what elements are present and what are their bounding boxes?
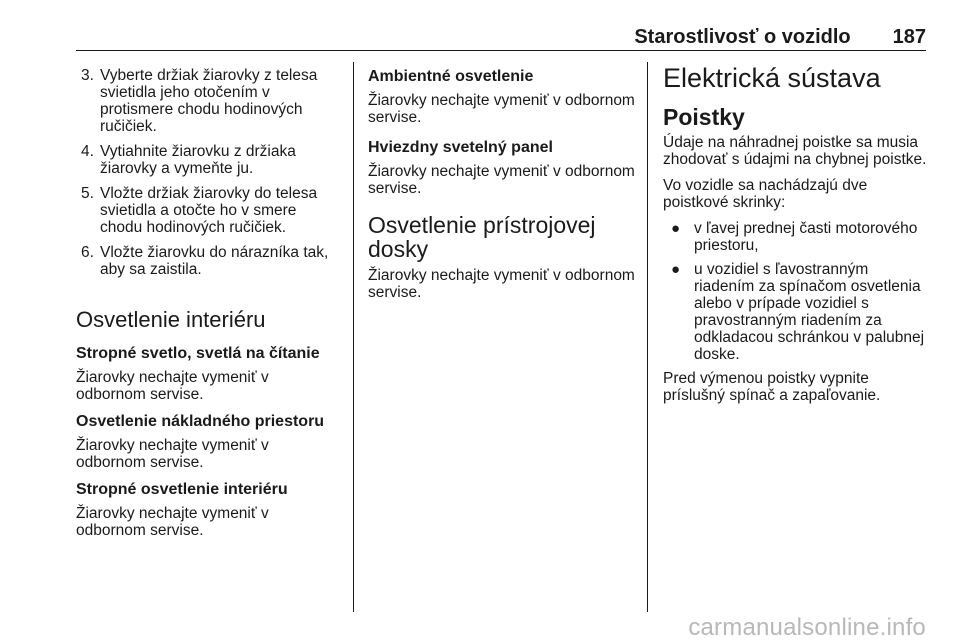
step-text: Vyberte držiak žiarovky z telesa svietidla jeho otočením v protismere chodu hodinových ručičiek.	[100, 67, 318, 135]
step-number: 4.	[81, 143, 94, 160]
bullet-list	[663, 220, 931, 363]
header-rule	[76, 50, 926, 51]
column-right	[663, 64, 931, 413]
subsection-title-ceiling-light: Stropné svetlo, svetlá na čítanie	[76, 345, 320, 362]
step-text: Vložte držiak žiarovky do telesa svietidla a otočte ho v smere chodu hodinových ručičiek.	[100, 185, 318, 236]
header-title: Starostlivosť o vozidlo	[634, 26, 851, 48]
step-item	[76, 67, 342, 135]
subsection-title-star-panel: Hviezdny svetelný panel	[368, 139, 553, 156]
paragraph: Vo vozidle sa nachádzajú dve poistkové skrinky:	[663, 177, 868, 211]
bullet-icon: ●	[671, 261, 681, 278]
bullet-item	[663, 261, 931, 363]
step-item	[76, 185, 342, 236]
step-number: 6.	[81, 244, 94, 261]
step-number: 5.	[81, 185, 94, 202]
step-list	[76, 67, 342, 278]
step-item	[76, 244, 342, 278]
step-text: Vložte žiarovku do nárazníka tak, aby sa zaistila.	[100, 244, 329, 278]
paragraph: Žiarovky nechajte vymeniť v odbornom servise.	[76, 369, 269, 403]
paragraph: Žiarovky nechajte vymeniť v odbornom servise.	[368, 163, 635, 197]
watermark: carmanualsonline.info	[688, 614, 926, 641]
paragraph: Žiarovky nechajte vymeniť v odbornom servise.	[368, 267, 635, 301]
bullet-text: v ľavej prednej časti motorového priestoru,	[694, 220, 918, 254]
subsection-title-interior-ceiling-light: Stropné osvetlenie interiéru	[76, 481, 288, 498]
column-divider-left	[353, 62, 354, 612]
page-number: 187	[892, 26, 926, 48]
bullet-icon: ●	[671, 220, 681, 237]
step-number: 3.	[81, 67, 94, 84]
chapter-title-electrical-system: Elektrická sústava	[663, 63, 881, 93]
paragraph: Žiarovky nechajte vymeniť v odbornom servise.	[76, 437, 269, 471]
page-header	[76, 26, 926, 50]
paragraph: Pred výmenou poistky vypnite príslušný spínač a zapaľovanie.	[663, 370, 881, 404]
section-title-fuses: Poistky	[663, 104, 745, 130]
bullet-text: u vozidiel s ľavostranným riadením za spínačom osvetlenia alebo v prípade vozidiel s pravostranným riadením za odkladacou schránkou v palubnej doske.	[694, 261, 925, 363]
subsection-title-cargo-light: Osvetlenie nákladného priestoru	[76, 413, 325, 430]
paragraph: Žiarovky nechajte vymeniť v odbornom servise.	[76, 505, 269, 539]
column-left	[76, 67, 342, 548]
bullet-item	[663, 220, 931, 254]
subsection-title-ambient-light: Ambientné osvetlenie	[368, 68, 534, 85]
paragraph: Žiarovky nechajte vymeniť v odbornom servise.	[368, 92, 635, 126]
section-title-interior-lighting: Osvetlenie interiéru	[76, 307, 266, 332]
section-title-instrument-lighting: Osvetlenie prístrojovej dosky	[368, 212, 596, 262]
column-divider-right	[647, 62, 648, 612]
step-text: Vytiahnite žiarovku z držiaka žiarovky a vymeňte ju.	[100, 143, 296, 177]
paragraph: Údaje na náhradnej poistke sa musia zhodovať s údajmi na chybnej poistke.	[663, 134, 927, 168]
column-middle	[368, 67, 638, 310]
step-item	[76, 143, 342, 177]
